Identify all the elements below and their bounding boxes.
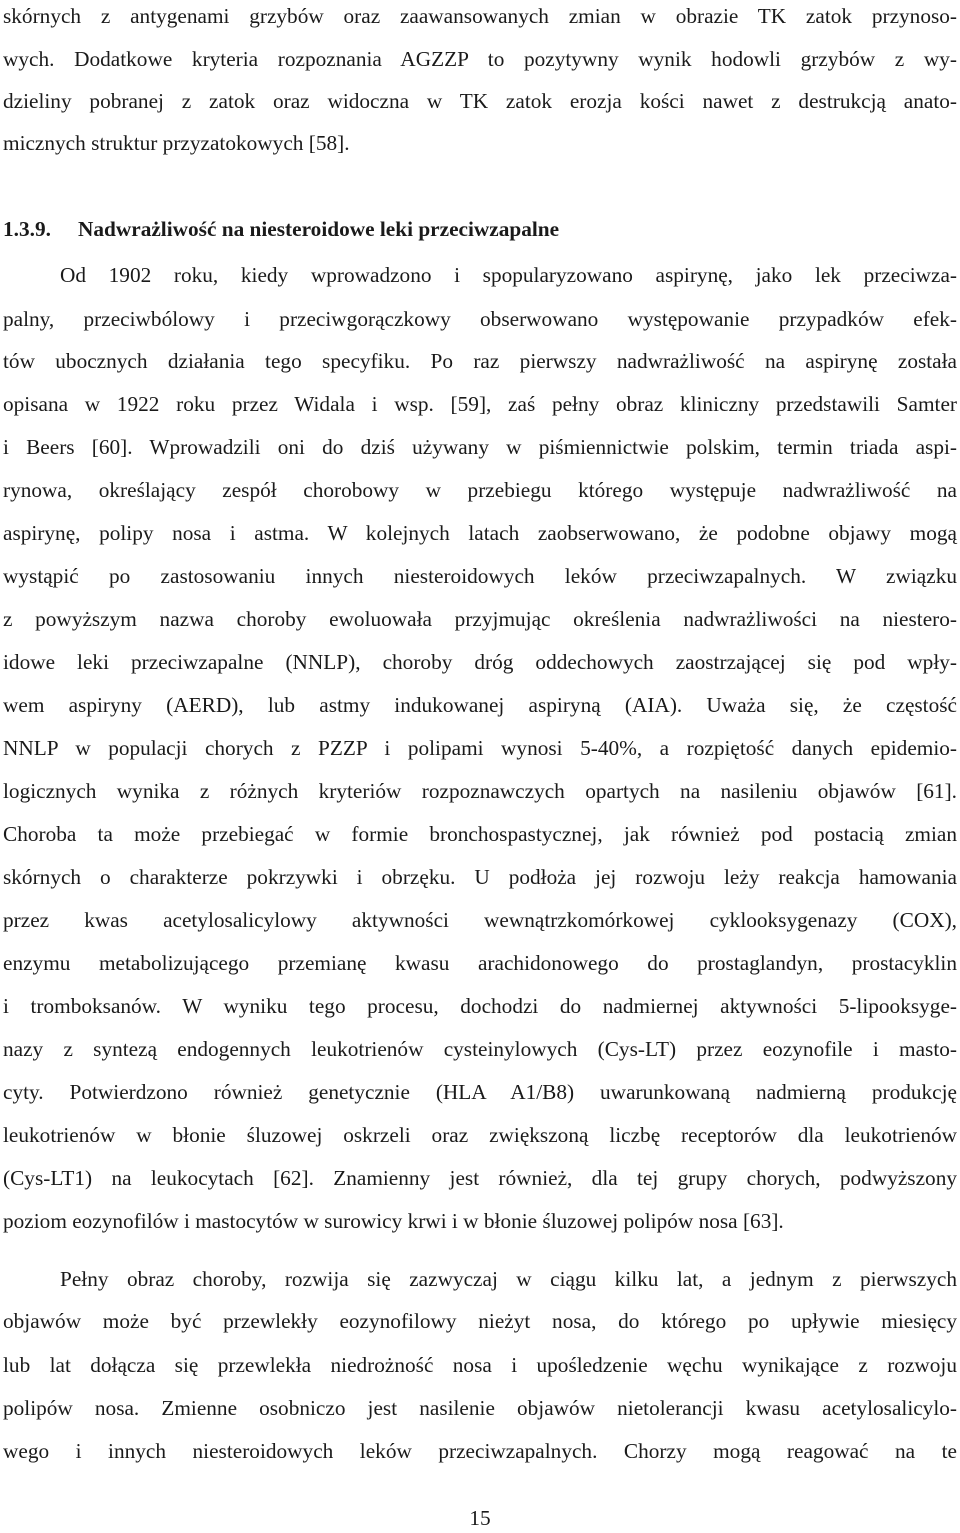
text-line: cyty. Potwierdzono również genetycznie (HLA A1/B8) uwarunkowaną nadmierną produkcję bbox=[3, 1080, 957, 1104]
text-line: dzieliny pobranej z zatok oraz widoczna w TK zatok erozja kości nawet z destrukcją anato- bbox=[3, 89, 957, 113]
text-line: (Cys-LT1) na leukocytach [62]. Znamienny jest również, dla tej grupy chorych, podwyższony bbox=[3, 1166, 957, 1190]
text-line: wego i innych niesteroidowych leków przeciwzapalnych. Chorzy mogą reagować na te bbox=[3, 1439, 957, 1463]
text-line: leukotrienów w błonie śluzowej oskrzeli oraz zwiększoną liczbę receptorów dla leukotrienów bbox=[3, 1123, 957, 1147]
text-line: wystąpić po zastosowaniu innych niesteroidowych leków przeciwzapalnych. W związku bbox=[3, 564, 957, 588]
text-line: przez kwas acetylosalicylowy aktywności wewnątrzkomórkowej cyklooksygenazy (COX), bbox=[3, 908, 957, 932]
text-line: enzymu metabolizującego przemianę kwasu arachidonowego do prostaglandyn, prostacyklin bbox=[3, 951, 957, 975]
text-line: i Beers [60]. Wprowadzili oni do dziś używany w piśmiennictwie polskim, termin triada aspi- bbox=[3, 435, 957, 459]
text-line: Choroba ta może przebiegać w formie bronchospastycznej, jak również pod postacią zmian bbox=[3, 822, 957, 846]
text-line: palny, przeciwbólowy i przeciwgorączkowy obserwowano występowanie przypadków efek- bbox=[3, 307, 957, 331]
text-line: poziom eozynofilów i mastocytów w surowicy krwi i w błonie śluzowej polipów nosa [63]. bbox=[3, 1209, 784, 1233]
text-line: opisana w 1922 roku przez Widala i wsp. [59], zaś pełny obraz kliniczny przedstawili Samter bbox=[3, 392, 957, 416]
text-line: nazy z syntezą endogennych leukotrienów cysteinylowych (Cys-LT) przez eozynofile i masto- bbox=[3, 1037, 957, 1061]
section-heading bbox=[3, 214, 559, 244]
text-line: objawów może być przewlekły eozynofilowy nieżyt nosa, do którego po upływie miesięcy bbox=[3, 1309, 957, 1333]
section-number: 1.3.9. bbox=[3, 217, 51, 241]
text-line: aspirynę, polipy nosa i astma. W kolejnych latach zaobserwowano, że podobne objawy mogą bbox=[3, 521, 957, 545]
section-title: Nadwrażliwość na niesteroidowe leki przeciwzapalne bbox=[78, 217, 560, 241]
text-line: skórnych o charakterze pokrzywki i obrzęku. U podłoża jej rozwoju leży reakcja hamowania bbox=[3, 865, 957, 889]
text-line: Od 1902 roku, kiedy wprowadzono i spopularyzowano aspirynę, jako lek przeciwza- bbox=[60, 263, 957, 287]
text-line: logicznych wynika z różnych kryteriów rozpoznawczych opartych na nasileniu objawów [61]. bbox=[3, 779, 957, 803]
text-line: micznych struktur przyzatokowych [58]. bbox=[3, 131, 350, 155]
text-line: z powyższym nazwa choroby ewoluowała przyjmując określenia nadwrażliwości na niestero- bbox=[3, 607, 957, 631]
text-line: polipów nosa. Zmienne osobniczo jest nasilenie objawów nietolerancji kwasu acetylosalicylo- bbox=[3, 1396, 957, 1420]
text-line: idowe leki przeciwzapalne (NNLP), choroby dróg oddechowych zaostrzającej się pod wpły- bbox=[3, 650, 957, 674]
text-line: lub lat dołącza się przewlekła niedrożność nosa i upośledzenie węchu wynikające z rozwoju bbox=[3, 1353, 957, 1377]
page-number: 15 bbox=[469, 1506, 491, 1530]
text-line: wych. Dodatkowe kryteria rozpoznania AGZZP to pozytywny wynik hodowli grzybów z wy- bbox=[3, 47, 957, 71]
text-line: rynowa, określający zespół chorobowy w przebiegu którego występuje nadwrażliwość na bbox=[3, 478, 957, 502]
text-line: NNLP w populacji chorych z PZZP i polipami wynosi 5-40%, a rozpiętość danych epidemio- bbox=[3, 736, 957, 760]
text-line: wem aspiryny (AERD), lub astmy indukowanej aspiryną (AIA). Uważa się, że częstość bbox=[3, 693, 957, 717]
text-line: tów ubocznych działania tego specyfiku. Po raz pierwszy nadwrażliwość na aspirynę została bbox=[3, 349, 957, 373]
text-line: skórnych z antygenami grzybów oraz zaawansowanych zmian w obrazie TK zatok przynoso- bbox=[3, 4, 957, 28]
text-line: i tromboksanów. W wyniku tego procesu, dochodzi do nadmiernej aktywności 5-lipooksyge- bbox=[3, 994, 957, 1018]
text-line: Pełny obraz choroby, rozwija się zazwyczaj w ciągu kilku lat, a jednym z pierwszych bbox=[60, 1267, 957, 1291]
